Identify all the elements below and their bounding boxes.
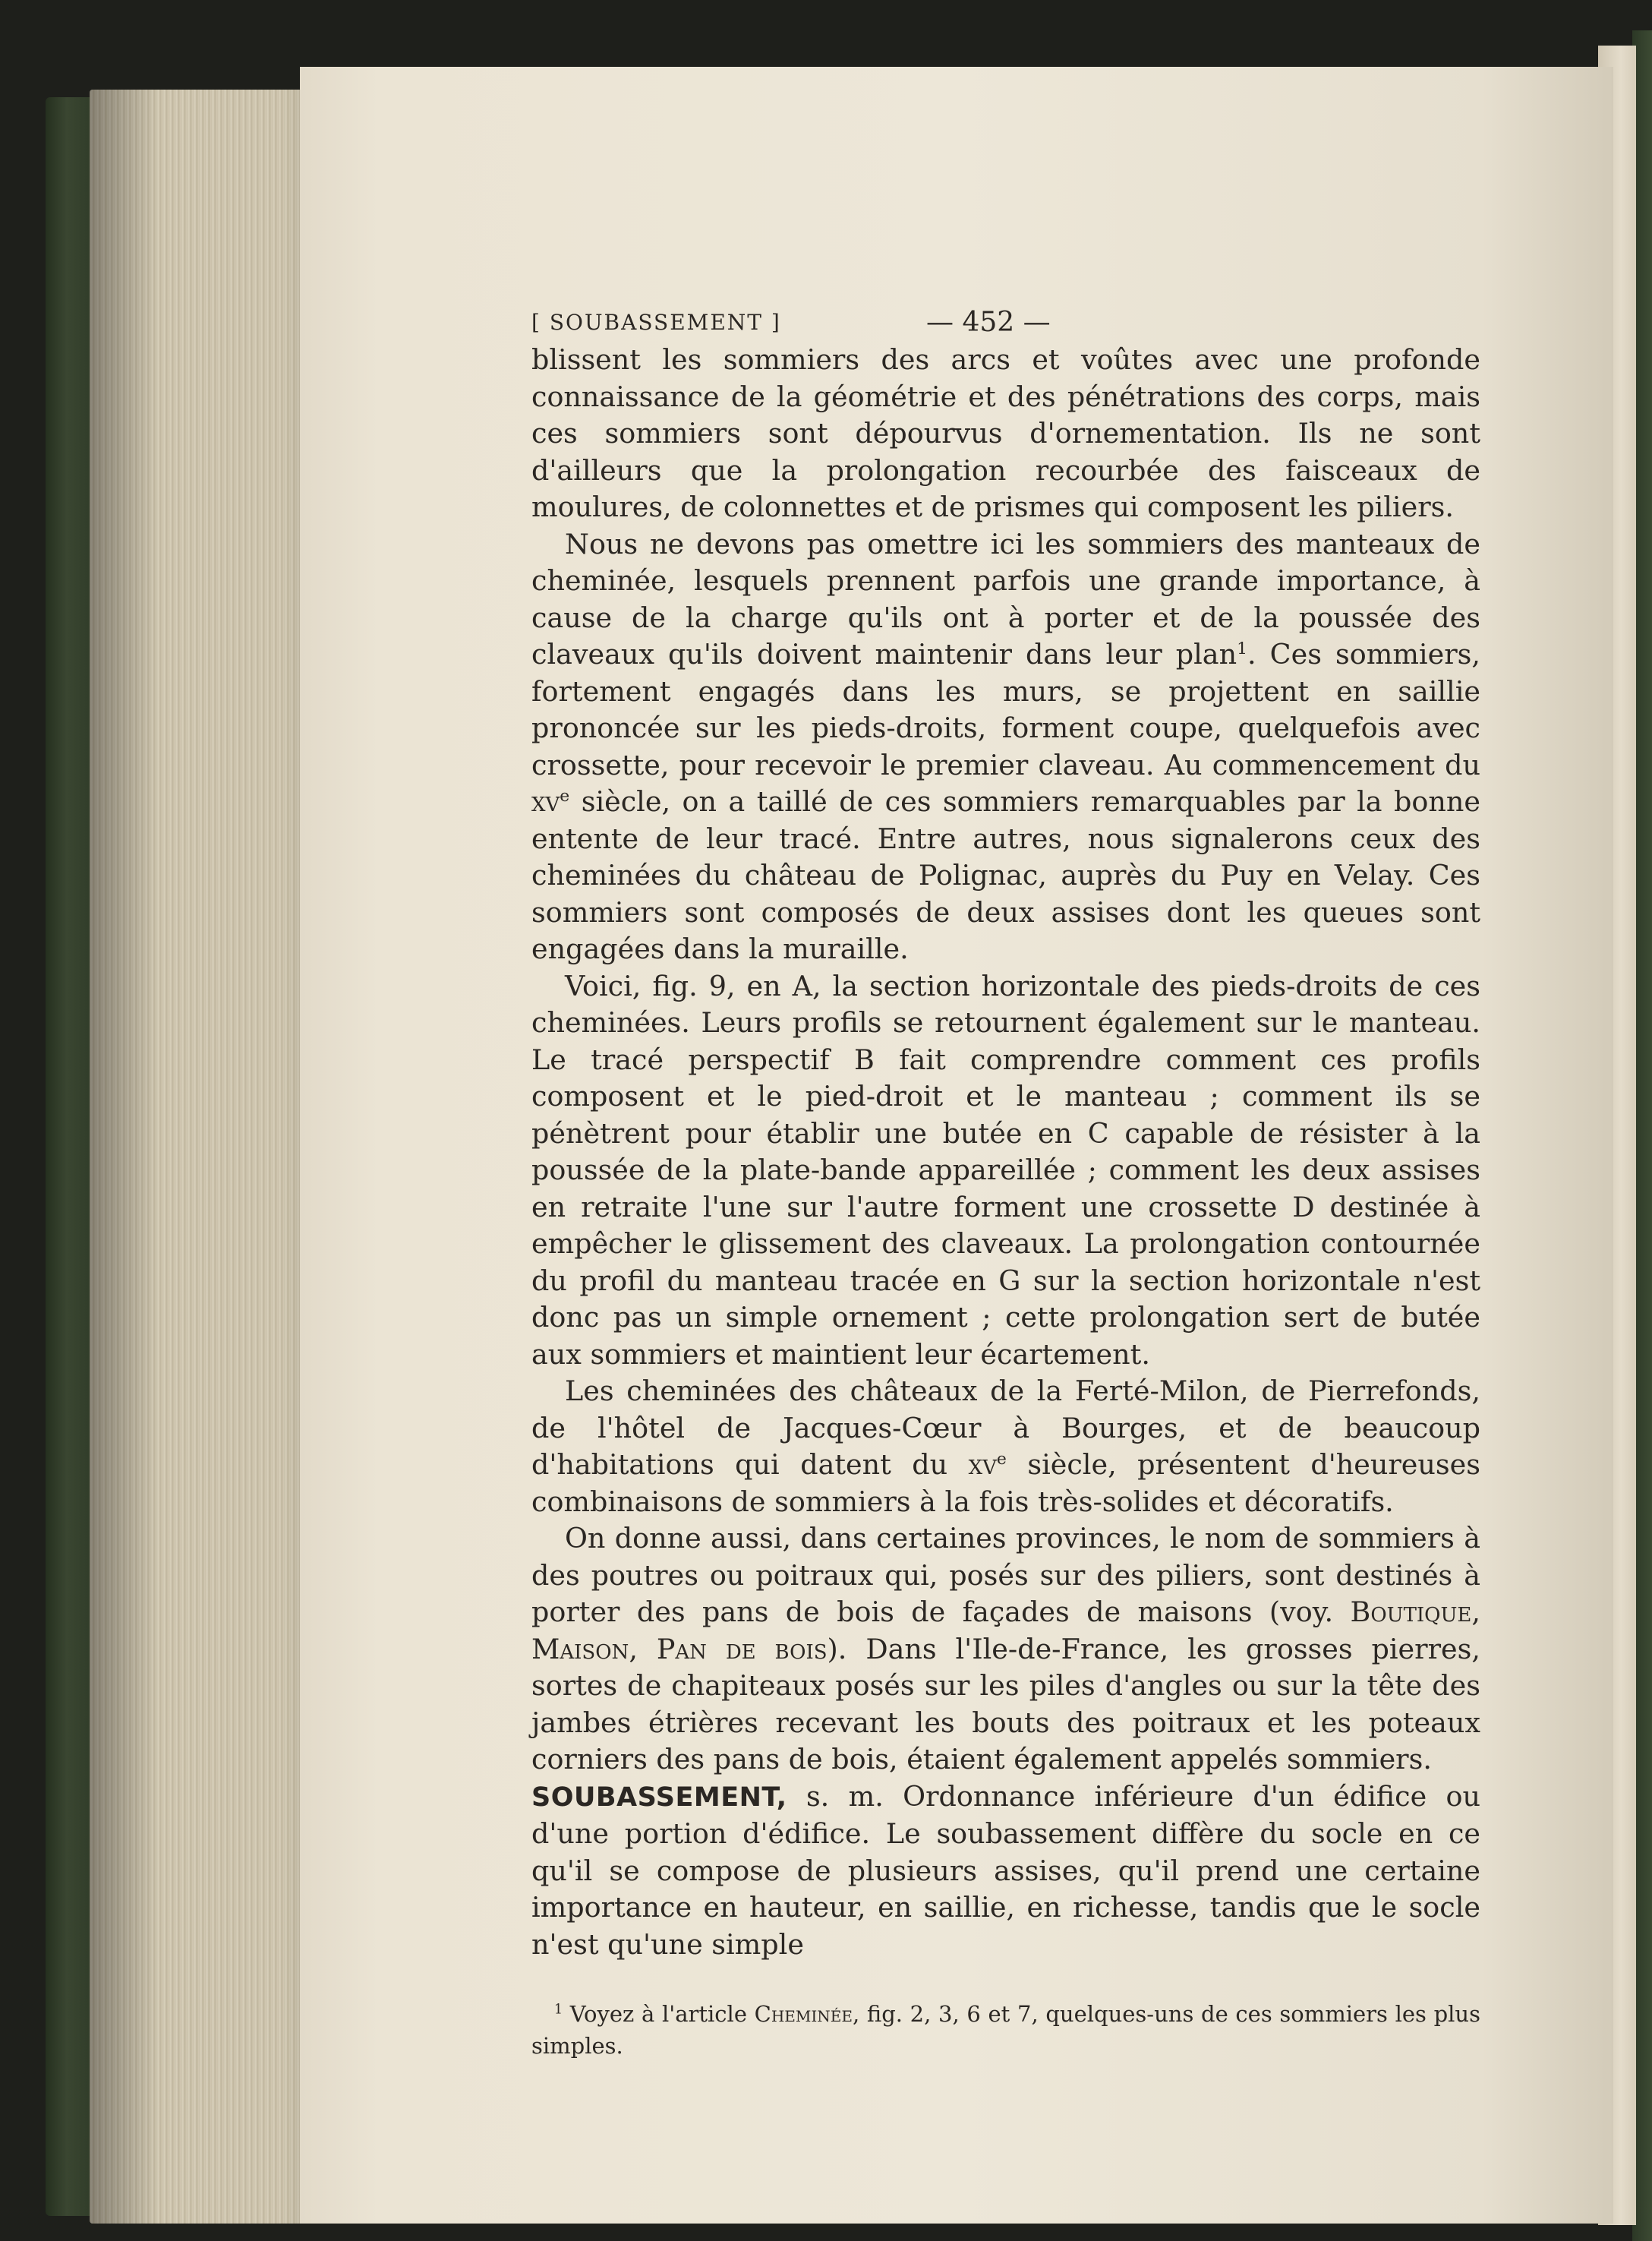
running-head (531, 304, 1480, 342)
footnote-ref-1: 1 (1237, 639, 1248, 658)
paragraph-4-start: Les cheminées des châteaux de la Ferté-Milon, de Pierrefonds, de l'hôtel de Jacques-Cœur à Bourges, et de beaucoup d'habitations qui datent du (531, 1375, 1480, 1481)
entry-headword: SOUBASSEMENT, (531, 1782, 787, 1813)
paragraph-4 (531, 1373, 1480, 1520)
paragraph-2-end: siècle, on a taillé de ces sommiers remarquables par la bonne entente de leur tracé. Entre autres, nous signalerons ceux des cheminées du château de Polignac, auprès du Puy en Velay. Ces sommiers sont composés de deux assises dont les queues sont engagées dans la muraille. (531, 785, 1480, 965)
paragraph-1: blissent les sommiers des arcs et voûtes avec une profonde connaissance de la géométrie et des pénétrations des corps, mais ces sommiers sont dépourvus d'ornementation. Ils ne sont d'ailleurs que la prolongation recourbée des faisceaux de moulures, de colonnettes et de prismes qui composent les piliers. (531, 343, 1480, 523)
entry-text: s. m. Ordonnance inférieure d'un édifice ou d'une portion d'édifice. Le soubassement diffère du socle en ce qu'il se compose de plusieurs assises, qu'il prend une certaine importance en hauteur, en saillie, en richesse, tandis que le socle n'est qu'une simple (531, 1779, 1480, 1961)
refs-sep-2: , (629, 1632, 657, 1665)
dictionary-entry (531, 1779, 1480, 1964)
refs-open: (voy. (1252, 1596, 1351, 1628)
century-suffix: e (560, 786, 570, 806)
page-number: — 452 — (926, 307, 1051, 338)
century-numeral-2: xv (968, 1448, 997, 1481)
century-numeral: xv (531, 785, 560, 818)
cross-ref-maison: Maison (531, 1632, 629, 1665)
footnote-after: , fig. 2, 3, 6 et 7, quelques-uns de ces sommiers les plus simples. (531, 2001, 1480, 2059)
century-suffix-2: e (996, 1449, 1007, 1469)
paragraph-5-start: On donne aussi, dans certaines provinces, le nom de sommiers à des poutres ou poitraux qui, posés sur des piliers, sont destinés à porter des pans de bois de façades de maisons (531, 1522, 1480, 1628)
paragraph-5-end: Dans l'Ile-de-France, les grosses pierres, sortes de chapiteaux posés sur les piles d'angles ou sur la tête des jambes étrières recevant les bouts des poitraux et les poteaux corniers des pans de bois, étaient également appelés sommiers. (531, 1632, 1480, 1775)
refs-close: ). (827, 1632, 847, 1665)
running-head-section: [ SOUBASSEMENT ] (531, 310, 781, 335)
paragraph-3: Voici, fig. 9, en A, la section horizontale des pieds-droits de ces cheminées. Leurs profils se retournent également sur le manteau. Le tracé perspectif B fait comprendre comment ces profils composent et le pied-droit et le manteau ; comment ils se pénètrent pour établir une butée en C capable de résister à la poussée de la plate-bande appareillée ; comment les deux assises en retraite l'une sur l'autre forment une crossette D destinée à empêcher le glissement des claveaux. La prolongation contournée du profil du manteau tracée en G sur la section horizontale n'est donc pas un simple ornement ; cette prolongation sert de butée aux sommiers et maintient leur écartement. (531, 969, 1480, 1371)
cross-ref-boutique: Boutique (1350, 1596, 1472, 1628)
footnote-mark: 1 (554, 2002, 563, 2018)
body-text (531, 342, 1480, 1963)
cross-ref-pan-de-bois: Pan de bois (656, 1632, 828, 1665)
refs-sep-1: , (1471, 1596, 1480, 1628)
paragraph-2 (531, 526, 1480, 968)
page-edges-shadow (90, 90, 317, 2224)
footnote-cross-ref: Cheminée (754, 2001, 853, 2027)
paragraph-4-end: siècle, présentent d'heureuses combinaisons de sommiers à la fois très-solides et décoratifs. (531, 1448, 1480, 1518)
paragraph-5 (531, 1520, 1480, 1779)
paragraph-2-middle: . Ces sommiers, fortement engagés dans les murs, se projettent en saillie prononcée sur les pieds-droits, forment coupe, quelquefois avec crossette, pour recevoir le premier claveau. Au commencement du (531, 638, 1480, 781)
footnote-before: Voyez à l'article (563, 2001, 755, 2027)
footnote (531, 1998, 1480, 2062)
text-block (531, 304, 1480, 2062)
paragraph-2-start: Nous ne devons pas omettre ici les sommiers des manteaux de cheminée, lesquels prennent parfois une grande importance, à cause de la charge qu'ils ont à porter et de la poussée des claveaux qu'ils doivent maintenir dans leur plan (531, 527, 1480, 671)
